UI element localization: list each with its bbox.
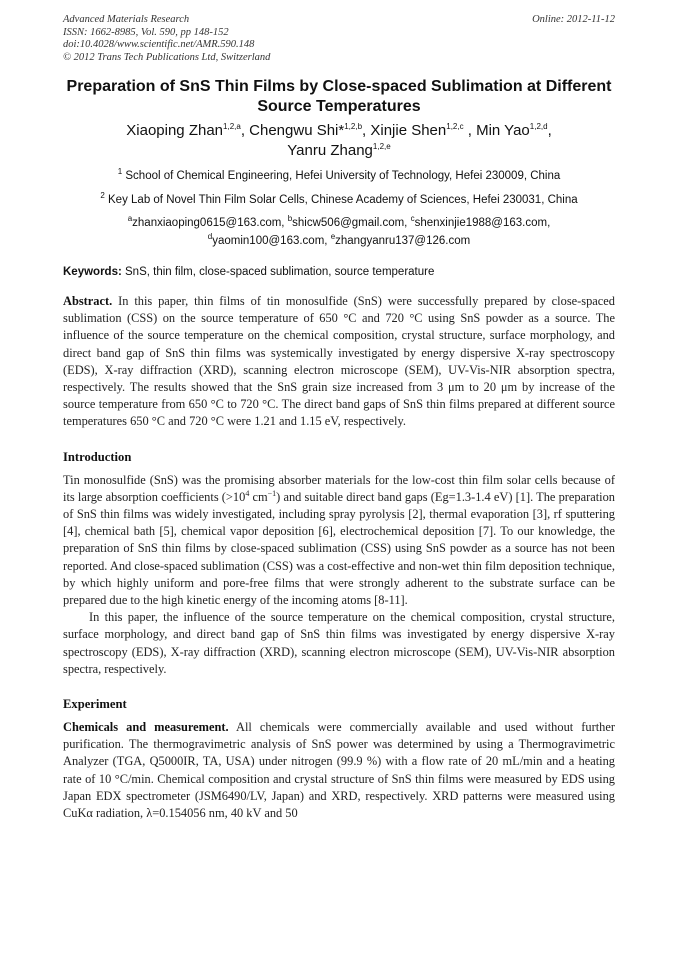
email-list: $^a$zhanxiaoping0615@163.com, $^b$shicw506@gmail.com, $^c$shenxinjie1988@163.com, $^d$yaomin100@163.com, $^e$zhangyanru137@126.com xyxy=(127,214,551,247)
author-sep: , xyxy=(547,122,552,139)
header-row xyxy=(63,14,615,27)
email-link[interactable]: zhangyanru137@126.com xyxy=(335,234,471,247)
affiliation-number: 2 xyxy=(100,191,105,201)
intro-text: ) and suitable direct band gaps (Eg=1.3-1.4 eV) [1]. The preparation of SnS thin films was widely investigated, including spray pyrolysis [2], thermal evaporation [3], rf sputtering [4], chemical bath [5], chemical vapor deposition [6], electrochemical deposition [7]. To our knowledge, the preparation of SnS thin films by close-spaced sublimation (CSS) using SnS powder as a source has not been reported. And close-spaced sublimation (CSS) was a cost-effective and non-wet thin film deposition technique, by which highly uniform and pore-free films that were strongly adherent to the substrate surface can be prepared due to the high kinetic energy of the incoming atoms [8-11]. xyxy=(63,489,615,608)
journal-name: Advanced Materials Research xyxy=(63,14,190,25)
doi-line: doi:10.4028/www.scientific.net/AMR.590.148 xyxy=(63,39,255,50)
author-sep: , xyxy=(362,122,371,139)
author-name: Yanru Zhang xyxy=(287,141,373,159)
author-name: Xinjie Shen xyxy=(370,122,447,139)
paper-page xyxy=(63,14,615,822)
email-link[interactable]: yaomin100@163.com, xyxy=(212,234,328,247)
email-link[interactable]: shenxinjie1988@163.com, xyxy=(414,217,551,229)
issn-line: ISSN: 1662-8985, Vol. 590, pp 148-152 xyxy=(63,26,229,38)
introduction-paragraph-1 xyxy=(63,472,615,610)
email-link[interactable]: zhanxiaoping0615@163.com, xyxy=(132,217,285,229)
introduction-heading: Introduction xyxy=(63,449,132,464)
affiliation-text: School of Chemical Engineering, Hefei University of Technology, Hefei 230009, China xyxy=(125,170,561,182)
author-affil-sup: 1,2,e xyxy=(372,141,391,151)
affiliation-number: 1 xyxy=(117,167,123,177)
copyright-line: © 2012 Trans Tech Publications Ltd, Switzerland xyxy=(63,51,271,63)
abstract xyxy=(63,293,615,431)
author-affil-sup: 1,2,c xyxy=(446,122,464,131)
superscript: 4 xyxy=(245,488,250,498)
affiliation-text: Key Lab of Novel Thin Film Solar Cells, Chinese Academy of Sciences, Hefei 230031, China xyxy=(108,194,578,206)
author-list xyxy=(63,121,615,160)
experiment-text: All chemicals were commercially available and used without further purification. The thermogravimetric analysis of SnS power was determined by using a Thermogravimetric Analyzer (TGA, Q5000IR, TA, USA) under nitrogen (99.9 %) with a flow rate of 20 mL/min and a heating rate of 10 °C/min. Chemical composition and crystal structure of SnS thin films were measured by EDS using Japan EDX spectrometer (JSM6490/LV, Japan) and XRD, respectively. XRD patterns were measured using CuKα radiation, λ=0.154056 nm, 40 kV and 50 xyxy=(63,720,615,821)
author-affil-sup: 1,2,b xyxy=(344,122,363,131)
author-sep: , xyxy=(463,122,477,139)
author-name: Xiaoping Zhan xyxy=(126,122,224,139)
keywords-label: Keywords: xyxy=(63,266,122,278)
intro-text: cm xyxy=(249,489,268,504)
author-name: Min Yao xyxy=(476,122,530,139)
superscript: −1 xyxy=(267,488,277,498)
author-affil-sup: 1,2,d xyxy=(529,122,548,131)
author-sep: , xyxy=(240,122,250,139)
experiment-heading: Experiment xyxy=(63,697,127,712)
keywords-text: SnS, thin film, close-spaced sublimation, source temperature xyxy=(125,266,435,278)
experiment-lead: Chemicals and measurement. xyxy=(63,720,229,735)
intro-text: Tin monosulfide (SnS) was the promising absorber materials for the low-cost thin film solar cells because of its large absorption coefficients (>10 xyxy=(63,472,615,504)
introduction-paragraph-2: In this paper, the influence of the source temperature on the chemical composition, crystal structure, surface morphology, and direct band gap of SnS thin films was investigated by energy dispersive X-ray spectroscopy (EDS), X-ray diffraction (XRD), scanning electron microscope (SEM), UV-Vis-NIR absorption spectra, respectively. xyxy=(63,610,615,676)
author-name: Chengwu Shi* xyxy=(249,122,345,139)
affiliation-2 xyxy=(63,193,615,207)
email-link[interactable]: shicw506@gmail.com, xyxy=(292,217,408,229)
affiliation-1 xyxy=(63,169,615,183)
abstract-text: In this paper, thin films of tin monosulfide (SnS) were successfully prepared by close-spaced sublimation (CSS) on the source temperature of 650 °C and 720 °C using SnS powder as a source. The influence of the source temperature on the chemical composition, crystal structure, surface morphology, and direct band gap of SnS thin films was systemically investigated by energy dispersive X-ray spectroscopy (EDS), X-ray diffraction (XRD), scanning electron microscope (SEM), UV-Vis-NIR absorption spectra, respectively. The results showed that the SnS grain size increased from 3 μm to 20 μm by increase of the source temperature from 650 °C to 720 °C. The direct band gaps of SnS thin films prepared at different source temperatures 650 °C and 720 °C were 1.21 and 1.15 eV, respectively. xyxy=(63,294,615,429)
author-affil-sup: 1,2,a xyxy=(223,122,241,131)
keywords xyxy=(63,265,615,279)
online-date: Online: 2012-11-12 xyxy=(532,14,615,25)
experiment-paragraph xyxy=(63,719,615,822)
abstract-label: Abstract. xyxy=(63,294,113,308)
paper-title: Preparation of SnS Thin Films by Close-spaced Sublimation at Different Source Temperatures xyxy=(66,78,612,115)
